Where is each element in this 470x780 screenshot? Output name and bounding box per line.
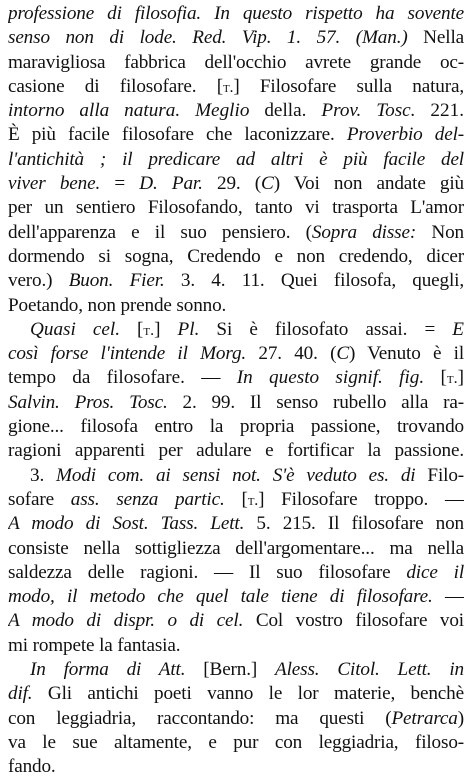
- text-segment: con leggiadria, raccontando: ma questi (: [8, 707, 392, 729]
- text-segment: 27. 40. (: [246, 343, 337, 365]
- text-line: [8, 537, 464, 561]
- text-line: [8, 294, 464, 318]
- text-line: [8, 464, 464, 488]
- text-segment: va le sue altamente, e pur con leggiadria, filoso-: [8, 731, 464, 753]
- text-segment: maravigliosa fabbrica dell'occhio avrete grande oc-: [8, 51, 464, 73]
- text-segment: [: [224, 488, 248, 510]
- text-segment: =: [100, 173, 140, 195]
- text-segment: Nella: [407, 27, 464, 49]
- italic-text: In questo signif. fig.: [236, 367, 425, 389]
- text-segment: casione di filosofare. [: [8, 75, 223, 97]
- text-line: [8, 221, 464, 245]
- italic-text: C: [336, 343, 349, 365]
- italic-text: Buon. Fier.: [68, 270, 165, 292]
- text-line: [8, 415, 464, 439]
- italic-text: Aless. Citol. Lett. in: [275, 659, 464, 681]
- text-line: [8, 682, 464, 706]
- text-segment: dell'apparenza e il suo pensiero. (: [8, 221, 312, 243]
- text-segment: Gli antichi poeti vanno le lor materie, benchè: [32, 683, 464, 705]
- text-segment: Poetando, non prende sonno.: [8, 294, 227, 316]
- text-line: [8, 366, 464, 390]
- text-line: [8, 585, 464, 609]
- text-segment: 221.: [415, 100, 464, 122]
- text-segment: ragioni apparenti per adulare e fortificar la passione.: [8, 440, 464, 462]
- italic-text: ass. senza partic.: [70, 488, 225, 510]
- italic-text: dice il: [406, 561, 464, 583]
- text-segment: dormendo si sogna, Credendo e non credendo, dicer: [8, 245, 464, 267]
- text-line: [8, 51, 464, 75]
- italic-text: Pl.: [177, 318, 200, 340]
- italic-text: Proverbio del-: [346, 124, 464, 146]
- text-segment: della.: [249, 100, 322, 122]
- text-segment: fando.: [8, 756, 56, 778]
- text-segment: gione... filosofa entro la propria passione, trovando: [8, 416, 464, 438]
- italic-text: In forma di Att.: [30, 659, 186, 681]
- italic-text: Prov. Tosc.: [321, 100, 416, 122]
- text-line: [8, 196, 464, 220]
- text-line: [8, 172, 464, 196]
- text-segment: Si è filosofato assai. =: [199, 318, 453, 340]
- text-line: [8, 99, 464, 123]
- italic-text: Salvin. Pros. Tosc.: [8, 391, 168, 413]
- text-line: [8, 488, 464, 512]
- text-line: [8, 269, 464, 293]
- text-segment: tempo da filosofare. —: [8, 367, 237, 389]
- text-line: [8, 123, 464, 147]
- text-line: [8, 658, 464, 682]
- italic-text: dif.: [8, 683, 33, 705]
- text-segment: Filo-: [415, 464, 464, 486]
- text-segment: saldezza delle ragioni. — Il suo filosofare: [8, 561, 407, 583]
- text-segment: ]: [154, 318, 178, 340]
- text-segment: 3. 4. 11. Quei filosofa, quegli,: [164, 270, 464, 292]
- text-segment: consiste nella sottigliezza dell'argomentare... ma nella: [8, 537, 464, 559]
- text-line: [8, 318, 464, 342]
- text-segment: Non: [416, 221, 464, 243]
- italic-text: Quasi cel.: [30, 318, 120, 340]
- text-segment: 3.: [30, 464, 57, 486]
- text-line: [8, 75, 464, 99]
- text-line: [8, 707, 464, 731]
- small-caps-abbrev: t.: [446, 370, 458, 388]
- text-segment: per un sentiero Filosofando, tanto vi trasporta L'amor: [8, 197, 464, 219]
- italic-text: modo, il metodo che quel tale tiene di filosofare.: [8, 586, 433, 608]
- text-line: [8, 2, 464, 26]
- text-segment: 29. (: [202, 173, 262, 195]
- text-line: [8, 245, 464, 269]
- text-line: [8, 561, 464, 585]
- italic-text: intorno alla natura. Meglio: [8, 100, 250, 122]
- italic-text: Modi com. ai sensi not. S'è veduto es. di: [56, 464, 416, 486]
- text-line: [8, 391, 464, 415]
- italic-text: D. Par.: [139, 173, 203, 195]
- italic-text: senso non di lode. Red. Vip. 1. 57. (Man.): [8, 27, 408, 49]
- italic-text: A modo di dispr. o di cel.: [8, 610, 244, 632]
- text-line: [8, 26, 464, 50]
- text-segment: [: [120, 318, 144, 340]
- italic-text: Sopra disse:: [311, 221, 417, 243]
- text-line: [8, 439, 464, 463]
- text-line: [8, 342, 464, 366]
- text-segment: [: [424, 367, 447, 389]
- italic-text: professione di filosofia. In questo rispetto ha sovente: [8, 3, 464, 24]
- text-segment: ) Voi non andate giù: [273, 173, 464, 195]
- text-segment: 2. 99. Il senso rubello alla ra-: [167, 391, 464, 413]
- italic-text: così forse l'intende il Morg.: [8, 343, 247, 365]
- text-segment: È più facile filosofare che laconizzare.: [8, 124, 347, 146]
- text-segment: —: [432, 586, 464, 608]
- text-line: [8, 148, 464, 172]
- text-segment: mi rompete la fantasia.: [8, 634, 181, 656]
- italic-text: C: [261, 173, 274, 195]
- text-segment: ] Filosofare troppo. —: [258, 488, 464, 510]
- entry-text-column: [8, 2, 464, 780]
- text-segment: sofare: [8, 488, 71, 510]
- text-segment: ): [457, 707, 464, 729]
- text-segment: Col vostro filosofare voi: [243, 610, 464, 632]
- text-segment: ] Filosofare sulla natura,: [233, 75, 464, 97]
- text-segment: ]: [457, 367, 464, 389]
- text-segment: 5. 215. Il filosofare non: [244, 513, 464, 535]
- text-line: [8, 634, 464, 658]
- text-line: [8, 731, 464, 755]
- small-caps-abbrev: t.: [143, 321, 155, 339]
- text-line: [8, 755, 464, 779]
- italic-text: E: [452, 318, 464, 340]
- small-caps-abbrev: t.: [247, 491, 259, 509]
- text-line: [8, 609, 464, 633]
- italic-text: viver bene.: [8, 173, 101, 195]
- italic-text: A modo di Sost. Tass. Lett.: [8, 513, 245, 535]
- text-line: [8, 512, 464, 536]
- italic-text: l'antichità ; il predicare ad altri è più facile del: [8, 148, 464, 170]
- text-segment: vero.): [8, 270, 69, 292]
- italic-text: Petrarca: [391, 707, 458, 729]
- text-segment: [Bern.]: [185, 659, 276, 681]
- text-segment: ) Venuto è il: [348, 343, 464, 365]
- small-caps-abbrev: t.: [222, 78, 234, 96]
